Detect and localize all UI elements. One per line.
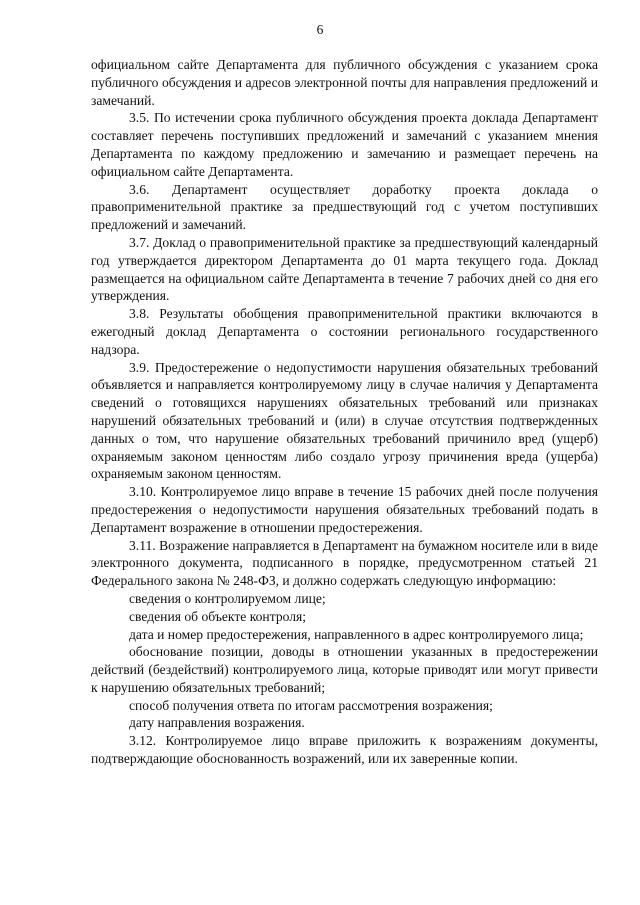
list-item-response-method: способ получения ответа по итогам рассмотрения возражения; xyxy=(129,697,493,713)
page-number: 6 xyxy=(316,22,324,37)
paragraph-3-8: 3.8. Результаты обобщения правоприменительной практики включаются в ежегодный доклад Департамента о состоянии регионального государственного надзора. xyxy=(91,306,598,357)
paragraph-3-5: 3.5. По истечении срока публичного обсуждения проекта доклада Департамент составляет перечень поступивших предложений и замечаний с указанием мнения Департамента по каждому предложению и замечанию и размещает перечень на официальном сайте Департамента. xyxy=(91,110,598,179)
list-item-warning-date: дата и номер предостережения, направленного в адрес контролируемого лица; xyxy=(129,626,584,642)
list-item-position-arguments: обоснование позиции, доводы в отношении указанных в предостережении действий (бездействий) контролируемого лица, которые приводят или могут привести к нарушению обязательных требований; xyxy=(91,644,598,695)
list-item-control-object: сведения об объекте контроля; xyxy=(129,608,307,624)
paragraph-3-11: 3.11. Возражение направляется в Департамент на бумажном носителе или в виде электронного документа, подписанного в порядке, предусмотренном статьей 21 Федерального закона № 248-ФЗ, и должно содержать следующую информацию: xyxy=(91,537,598,589)
paragraph-continuation: официальном сайте Департамента для публичного обсуждения с указанием срока публичного обсуждения и адресов электронной почты для направления предложений и замечаний. xyxy=(91,57,598,108)
document-body xyxy=(91,56,598,768)
list-item-objection-date: дату направления возражения. xyxy=(129,715,305,731)
paragraph-3-7: 3.7. Доклад о правоприменительной практике за предшествующий календарный год утверждается директором Департамента до 01 марта текущего года. Доклад размещается на официальном сайте Департамента в течение 7 рабочих дней со дня его утверждения. xyxy=(91,234,598,304)
paragraph-3-6: 3.6. Департамент осуществляет доработку проекта доклада о правоприменительной практике за предшествующий год с учетом поступивших предложений и замечаний. xyxy=(91,181,598,233)
paragraph-3-10: 3.10. Контролируемое лицо вправе в течение 15 рабочих дней после получения предостережения о недопустимости нарушения обязательных требований подать в Департамент возражение в отношении предостережения. xyxy=(91,484,598,535)
paragraph-3-12: 3.12. Контролируемое лицо вправе приложить к возражениям документы, подтверждающие обоснованность возражений, или их заверенные копии. xyxy=(91,733,598,767)
list-item-controlled-person: сведения о контролируемом лице; xyxy=(129,590,326,606)
paragraph-3-9: 3.9. Предостережение о недопустимости нарушения обязательных требований объявляется и направляется контролируемому лицу в случае наличия у Департамента сведений о готовящихся нарушениях обязательных требований или признаках нарушений обязательных требований и (или) в случае отсутствия подтвержденных данных о том, что нарушение обязательных требований причинило вред (ущерб) охраняемым законом ценностям либо создало угрозу причинения вреда (ущерба) охраняемым законом ценностям. xyxy=(91,359,598,482)
